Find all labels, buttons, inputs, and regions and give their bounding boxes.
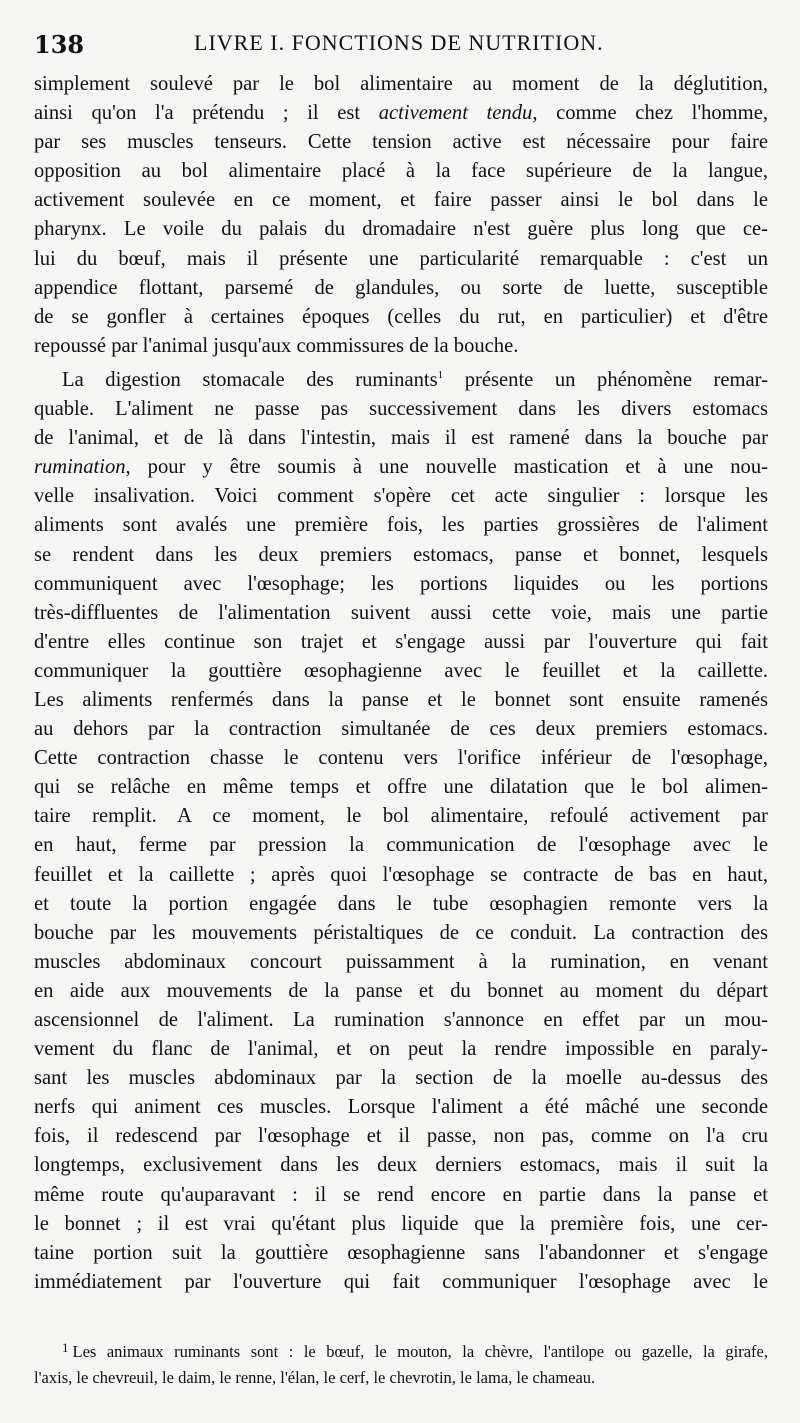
text-line: de se gonfler à certaines époques (celles du rut, en particulier) et d'être	[34, 305, 768, 328]
footnote-reference: 1	[437, 368, 444, 381]
text-line: pharynx. Le voile du palais du dromadaire n'est guère plus long que ce-	[34, 218, 768, 241]
page-number: 138	[34, 30, 85, 59]
text-line: taine portion suit la gouttière œsophagienne sans l'abandonner et s'engage	[34, 1241, 768, 1264]
text-line: au dehors par la contraction simultanée de ces deux premiers estomacs.	[34, 718, 768, 741]
footnote	[34, 1335, 768, 1391]
text-line: immédiatement par l'ouverture qui fait communiquer l'œsophage avec le	[34, 1270, 768, 1293]
text-line: aliments sont avalés une première fois, les parties grossières de l'aliment	[34, 514, 768, 537]
text-line: simplement soulevé par le bol alimentaire au moment de la déglutition,	[34, 73, 768, 95]
text-line: lui du bœuf, mais il présente une particularité remarquable : c'est un	[34, 247, 768, 270]
text-line: quable. L'aliment ne passe pas successivement dans les divers estomacs	[34, 398, 768, 421]
text-line: par ses muscles tenseurs. Cette tension active est nécessaire pour faire	[34, 131, 768, 154]
text-line: ainsi qu'on l'a prétendu ; il est activement tendu, comme chez l'homme,	[34, 102, 768, 125]
text-line: fois, il redescend par l'œsophage et il passe, non pas, comme on l'a cru	[34, 1125, 768, 1148]
text-line: vement du flanc de l'animal, et on peut la rendre impossible en paraly-	[34, 1038, 768, 1061]
text-line: sant les muscles abdominaux par la section de la moelle au-dessus des	[34, 1067, 768, 1090]
text-line: même route qu'auparavant : il se rend encore en partie dans la panse et	[34, 1183, 768, 1206]
text-line: taire remplit. A ce moment, le bol alimentaire, refoulé activement par	[34, 805, 768, 828]
footnote-line: $^1$ Les animaux ruminants sont : le bœuf, le mouton, la chèvre, l'antilope ou gazelle, la girafe,	[62, 1340, 768, 1361]
text-line: repoussé par l'animal jusqu'aux commissures de la bouche.	[34, 334, 519, 357]
text-line: Cette contraction chasse le contenu vers l'orifice inférieur de l'œsophage,	[34, 747, 768, 770]
text-line: bouche par les mouvements péristaltiques de ce conduit. La contraction des	[34, 921, 768, 944]
text-line: ascensionnel de l'aliment. La rumination s'annonce en effet par un mou-	[34, 1009, 768, 1031]
text-line: muscles abdominaux concourt puissamment à la rumination, en venant	[34, 950, 768, 973]
text-line: en aide aux mouvements de la panse et du bonnet au moment du départ	[34, 979, 768, 1002]
text-line: très-diffluentes de l'alimentation suivent aussi cette voie, mais une partie	[34, 601, 768, 624]
text-line: de l'animal, et de là dans l'intestin, mais il est ramené dans la bouche par	[34, 427, 768, 450]
italic-word: rumination	[34, 456, 126, 479]
text-line: nerfs qui animent ces muscles. Lorsque l'aliment a été mâché une seconde	[34, 1096, 768, 1119]
text-line: longtemps, exclusivement dans les deux derniers estomacs, mais il suit la	[34, 1154, 768, 1177]
text-line: en haut, ferme par pression la communication de l'œsophage avec le	[34, 834, 768, 857]
text-line: opposition au bol alimentaire placé à la face supérieure de la langue,	[34, 160, 768, 183]
body-text	[34, 70, 768, 1297]
footnote-marker: 1	[62, 1340, 69, 1355]
text-line: le bonnet ; il est vrai qu'étant plus liquide que la première fois, une cer-	[34, 1212, 768, 1235]
text-line: et toute la portion engagée dans le tube œsophagien remonte vers la	[34, 892, 768, 915]
text-line: feuillet et la caillette ; après quoi l'œsophage se contracte de bas en haut,	[34, 863, 768, 886]
text-line: velle insalivation. Voici comment s'opère cet acte singulier : lorsque les	[34, 485, 768, 508]
text-line: se rendent dans les deux premiers estomacs, panse et bonnet, lesquels	[34, 543, 768, 566]
text-line: rumination, pour y être soumis à une nouvelle mastication et à une nou-	[34, 456, 768, 479]
text-line: d'entre elles continue son trajet et s'engage aussi par l'ouverture qui fait	[34, 630, 768, 653]
text-line: Les aliments renfermés dans la panse et le bonnet sont ensuite ramenés	[34, 688, 768, 711]
footnote-line: l'axis, le chevreuil, le daim, le renne, l'élan, le cerf, le chevrotin, le lama, le chameau.	[34, 1368, 596, 1387]
text-line: La digestion stomacale des ruminants$^1$ présente un phénomène remar-	[62, 368, 768, 391]
text-line: communiquer la gouttière œsophagienne avec le feuillet et la caillette.	[34, 659, 768, 682]
italic-phrase: activement tendu	[378, 102, 533, 125]
text-line: appendice flottant, parsemé de glandules, ou sorte de luette, susceptible	[34, 276, 768, 299]
text-line: communiquent avec l'œsophage; les portions liquides ou les portions	[34, 572, 768, 595]
running-title: LIVRE I. FONCTIONS DE NUTRITION.	[194, 30, 604, 55]
text-line: qui se relâche en même temps et offre une dilatation que le bol alimen-	[34, 776, 768, 799]
text-line: activement soulevée en ce moment, et faire passer ainsi le bol dans le	[34, 189, 768, 212]
running-head	[34, 30, 774, 62]
